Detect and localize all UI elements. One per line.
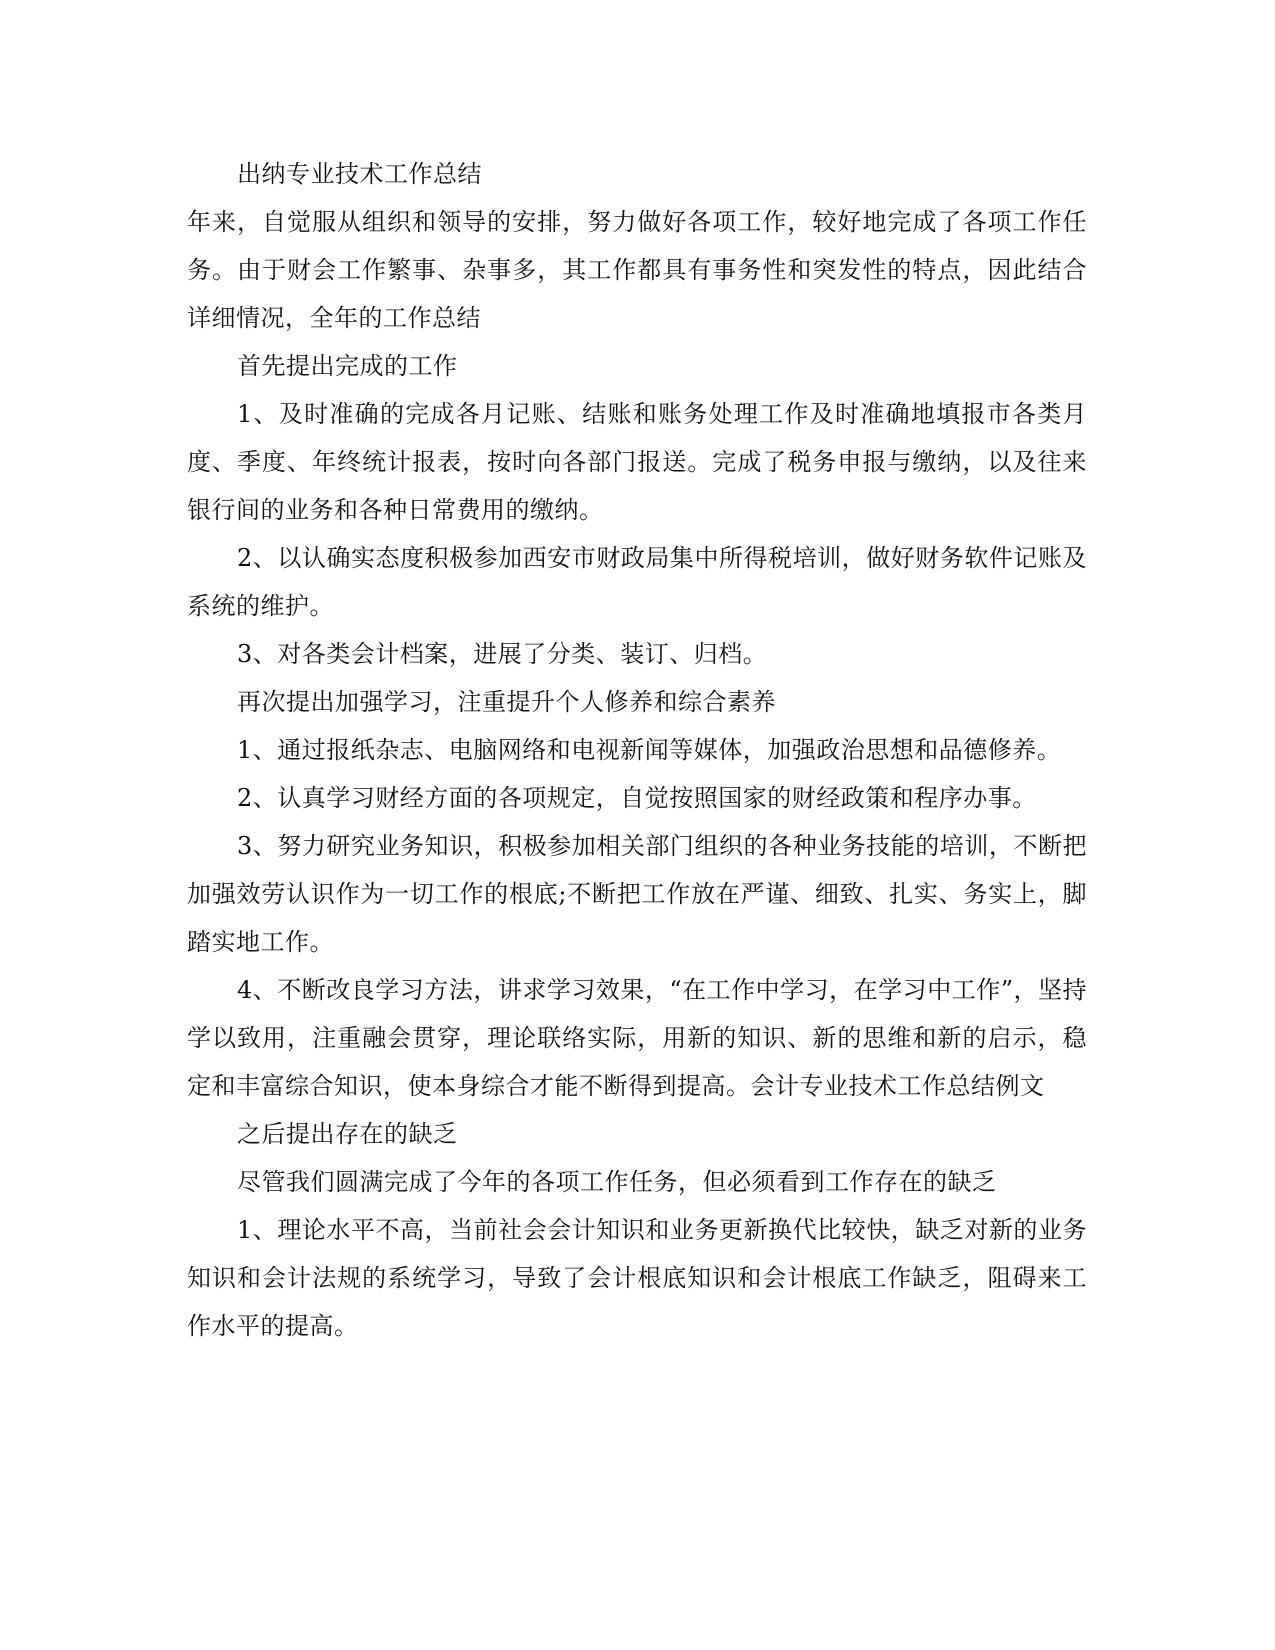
paragraph-learning-2: 2、认真学习财经方面的各项规定，自觉按照国家的财经政策和程序办事。 [237,784,1037,812]
section-heading-shortcomings: 之后提出存在的缺乏 [237,1120,458,1148]
paragraph-learning-4: 4、不断改良学习方法，讲求学习效果，“在工作中学习，在学习中工作”，坚持学以致用，注重融会贯穿，理论联络实际，用新的知识、新的思维和新的启示，稳定和丰富综合知识，使本身综合才能不断得到提高。会计专业技术工作总结例文 [187,976,1087,1100]
document-title: 出纳专业技术工作总结 [237,160,482,188]
paragraph-completed-2: 2、以认确实态度积极参加西安市财政局集中所得税培训，做好财务软件记账及系统的维护。 [187,544,1087,620]
paragraph-learning-1: 1、通过报纸杂志、电脑网络和电视新闻等媒体，加强政治思想和品德修养。 [237,736,1062,764]
paragraph-shortcomings-1: 1、理论水平不高，当前社会会计知识和业务更新换代比较快，缺乏对新的业务知识和会计法规的系统学习，导致了会计根底知识和会计根底工作缺乏，阻碍来工作水平的提高。 [187,1216,1087,1340]
paragraph-completed-3: 3、对各类会计档案，进展了分类、装订、归档。 [237,640,768,668]
paragraph-intro: 年来，自觉服从组织和领导的安排，努力做好各项工作，较好地完成了各项工作任务。由于财会工作繁事、杂事多，其工作都具有事务性和突发性的特点，因此结合详细情况，全年的工作总结 [187,208,1087,332]
paragraph-learning-3: 3、努力研究业务知识，积极参加相关部门组织的各种业务技能的培训，不断把加强效劳认识作为一切工作的根底;不断把工作放在严谨、细致、扎实、务实上，脚踏实地工作。 [187,832,1087,956]
section-heading-completed-work: 首先提出完成的工作 [237,352,458,380]
paragraph-completed-1: 1、及时准确的完成各月记账、结账和账务处理工作及时准确地填报市各类月度、季度、年终统计报表，按时向各部门报送。完成了税务申报与缴纳，以及往来银行间的业务和各种日常费用的缴纳。 [187,400,1087,524]
paragraph-shortcomings-intro: 尽管我们圆满完成了今年的各项工作任务，但必须看到工作存在的缺乏 [237,1168,997,1196]
section-heading-learning: 再次提出加强学习，注重提升个人修养和综合素养 [237,688,776,716]
document-body [187,150,1087,1350]
